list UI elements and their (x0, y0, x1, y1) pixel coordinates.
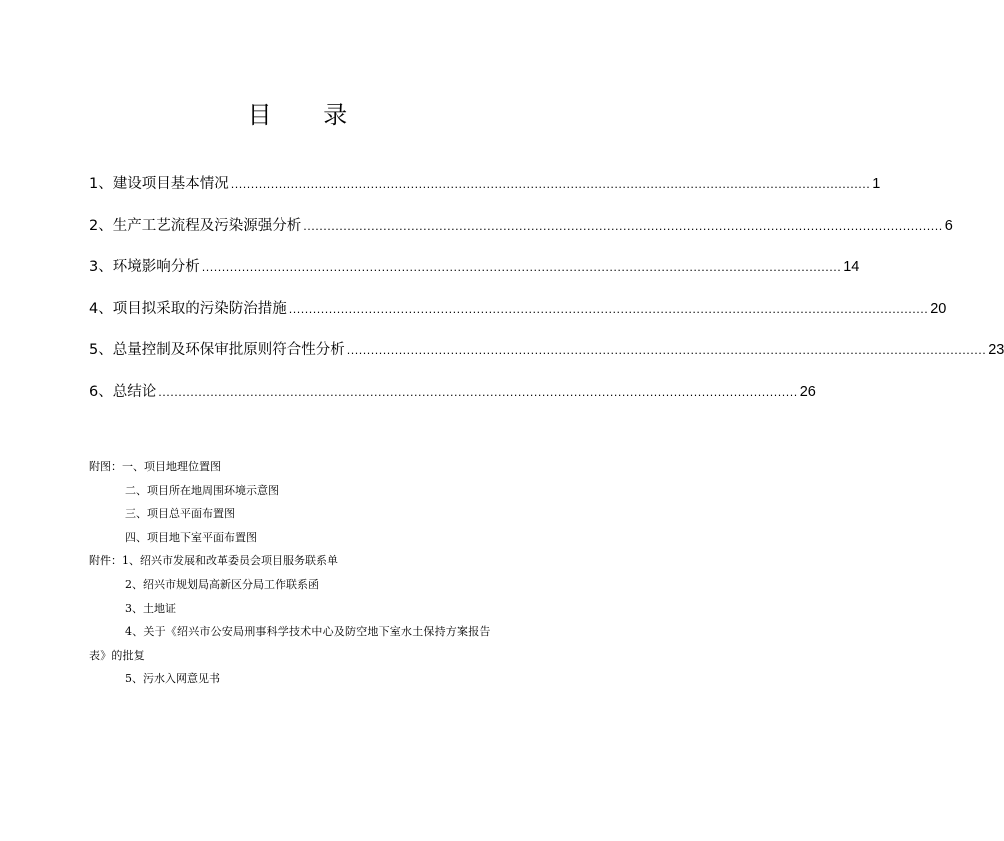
toc-leader-dots: ................................................................................................................................................................ (158, 385, 798, 399)
toc-entry-title: 2、生产工艺流程及污染源强分析 (89, 217, 302, 234)
table-of-contents (89, 172, 1004, 421)
figure-item (89, 455, 507, 479)
figure-item (89, 479, 507, 503)
toc-entry-page: 20 (930, 300, 947, 317)
figure-item (89, 502, 507, 526)
toc-entry-title: 5、总量控制及环保审批原则符合性分析 (89, 342, 345, 358)
figure-item-label: 三、项目总平面布置图 (125, 507, 235, 521)
attachment-item-label: 3、土地证 (125, 601, 176, 615)
toc-leader-dots: ................................................................................................................................................................ (201, 261, 842, 274)
toc-entry-page: 6 (944, 217, 953, 234)
figure-item-label: 二、项目所在地周围环境示意图 (125, 483, 279, 497)
toc-entry-title: 1、建设项目基本情况 (89, 176, 229, 192)
attachment-item-label: 5、污水入网意见书 (125, 672, 220, 686)
attachment-item (89, 620, 507, 667)
attachment-item (89, 573, 507, 597)
toc-entry-title: 3、环境影响分析 (89, 259, 200, 275)
toc-entry[interactable] (89, 214, 953, 256)
toc-entry-page: 1 (872, 176, 881, 192)
page-title: 目 录 (247, 101, 370, 129)
toc-entry[interactable] (89, 297, 947, 339)
attachment-item (89, 549, 507, 573)
attachment-item (89, 597, 507, 621)
toc-entry[interactable] (89, 338, 1004, 380)
toc-leader-dots: ................................................................................................................................................................ (303, 219, 943, 233)
toc-leader-dots: ................................................................................................................................................................ (346, 344, 987, 357)
toc-entry[interactable] (89, 255, 860, 297)
toc-leader-dots: ................................................................................................................................................................ (288, 302, 929, 316)
figure-item (89, 526, 507, 550)
appendix-list (89, 455, 507, 691)
toc-entry-title: 6、总结论 (89, 383, 157, 400)
toc-entry-page: 23 (988, 342, 1004, 358)
figures-heading: 附图： (89, 460, 122, 473)
figure-item-label: 一、项目地理位置图 (122, 460, 221, 473)
toc-entry-title: 4、项目拟采取的污染防治措施 (89, 300, 287, 317)
attachment-item-label: 4、关于《绍兴市公安局刑事科学技术中心及防空地下室水土保持方案报告表》的批复 (89, 625, 491, 662)
toc-entry-page: 26 (799, 383, 816, 400)
attachments-heading: 附件： (89, 554, 122, 568)
toc-leader-dots: ................................................................................................................................................................ (230, 178, 871, 191)
figure-item-label: 四、项目地下室平面布置图 (125, 530, 257, 544)
toc-entry-page: 14 (843, 259, 860, 275)
toc-entry[interactable] (89, 172, 881, 214)
attachment-item (89, 667, 507, 691)
attachment-item-label: 2、绍兴市规划局高新区分局工作联系函 (125, 577, 319, 591)
toc-entry[interactable] (89, 380, 816, 422)
attachment-item-label: 1、绍兴市发展和改革委员会项目服务联系单 (122, 554, 338, 568)
